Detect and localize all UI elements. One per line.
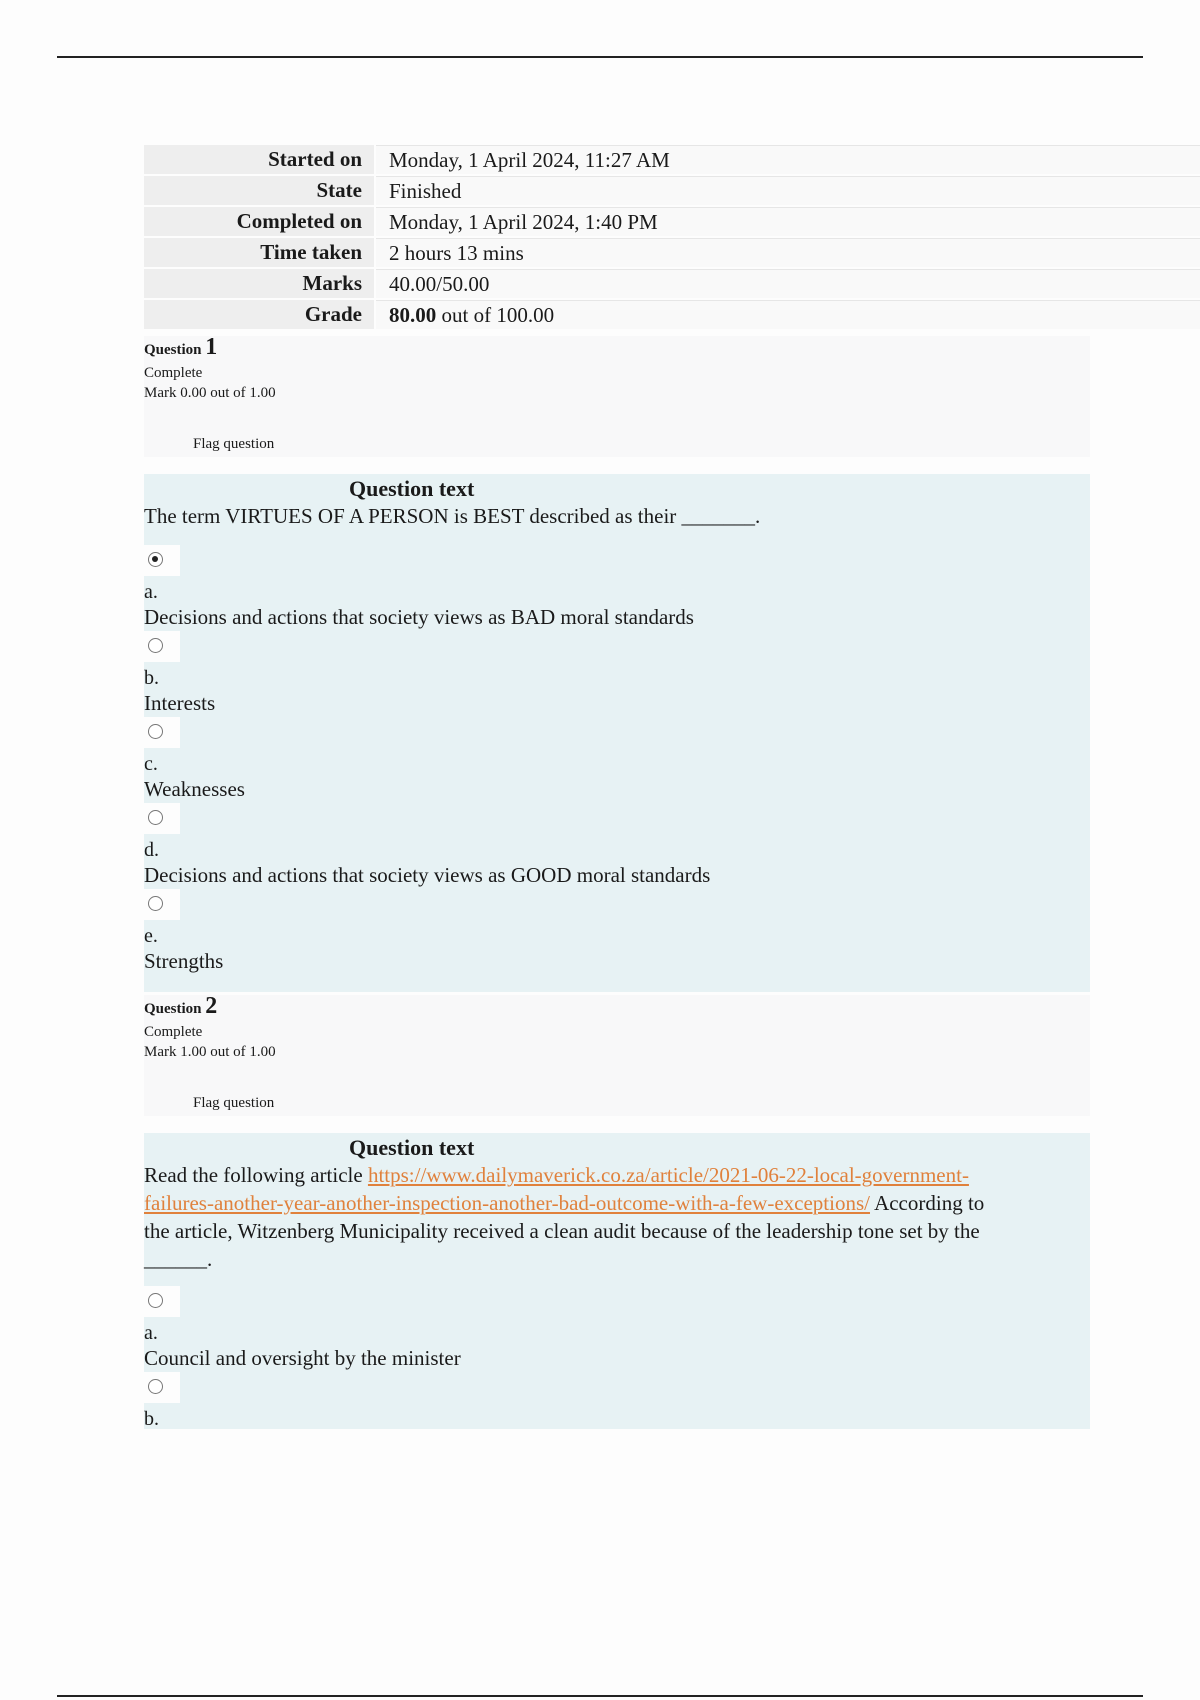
option-text[interactable]: Interests [144, 691, 216, 715]
summary-row [144, 176, 1200, 205]
attempt-summary-table [144, 145, 1200, 331]
question-number: 2 [205, 993, 218, 1019]
grade-value [376, 300, 1200, 329]
option-b-radio[interactable] [144, 631, 180, 662]
summary-label: Time taken [144, 238, 374, 267]
option-letter: c. [144, 753, 158, 775]
summary-row-grade [144, 300, 1200, 329]
option-text[interactable]: Decisions and actions that society views as GOOD moral standards [144, 863, 711, 887]
question-heading [144, 995, 217, 1020]
option-text[interactable]: Strengths [144, 949, 224, 973]
option-letter: d. [144, 839, 159, 861]
question-text-heading: Question text [349, 1135, 475, 1160]
summary-label: Completed on [144, 207, 374, 236]
option-text[interactable]: Weaknesses [144, 777, 245, 801]
question-text-heading: Question text [349, 476, 475, 501]
question-label: Question [144, 342, 202, 358]
radio-icon [148, 1293, 163, 1308]
question-mark: Mark 1.00 out of 1.00 [144, 1044, 276, 1060]
question-text: The term VIRTUES OF A PERSON is BEST described as their _______. [144, 504, 761, 528]
summary-label: Grade [144, 300, 374, 329]
question-info-2 [144, 995, 1090, 1116]
option-letter: a. [144, 581, 158, 603]
question-formulation-1 [144, 474, 1090, 992]
question-mark: Mark 0.00 out of 1.00 [144, 385, 276, 401]
summary-value: Finished [376, 176, 1200, 205]
option-letter: b. [144, 1408, 159, 1430]
question-heading [144, 336, 217, 361]
question-text-part: ______. [144, 1247, 213, 1271]
option-d-radio[interactable] [144, 803, 180, 834]
question-text-part: the article, Witzenberg Municipality received a clean audit because of the leadership tone set by the [144, 1219, 980, 1243]
question-state: Complete [144, 1024, 203, 1040]
option-text[interactable]: Council and oversight by the minister [144, 1346, 461, 1370]
option-a-radio[interactable] [144, 1286, 180, 1317]
summary-label: Marks [144, 269, 374, 298]
question-state: Complete [144, 365, 203, 381]
flag-question-link[interactable]: Flag question [193, 436, 275, 452]
radio-icon [148, 638, 163, 653]
summary-value: Monday, 1 April 2024, 11:27 AM [376, 145, 1200, 174]
question-info-1 [144, 336, 1090, 457]
article-link[interactable]: failures-another-year-another-inspection-another-bad-outcome-with-a-few-exceptions/ [144, 1191, 870, 1215]
option-letter: e. [144, 925, 158, 947]
summary-value: Monday, 1 April 2024, 1:40 PM [376, 207, 1200, 236]
option-text[interactable]: Decisions and actions that society views as BAD moral standards [144, 605, 694, 629]
summary-value: 40.00/50.00 [376, 269, 1200, 298]
summary-label: Started on [144, 145, 374, 174]
option-c-radio[interactable] [144, 717, 180, 748]
option-b-radio[interactable] [144, 1372, 180, 1403]
radio-icon [148, 1379, 163, 1394]
footer-rule [57, 1695, 1143, 1697]
header-rule [57, 56, 1143, 58]
summary-value: 2 hours 13 mins [376, 238, 1200, 267]
radio-icon [148, 810, 163, 825]
grade-out-of: out of 100.00 [436, 303, 555, 327]
question-text [144, 1161, 1084, 1273]
option-a-radio[interactable] [144, 545, 180, 576]
summary-row [144, 238, 1200, 267]
option-letter: b. [144, 667, 159, 689]
flag-question-link[interactable]: Flag question [193, 1095, 275, 1111]
question-label: Question [144, 1001, 202, 1017]
grade-score: 80.00 [389, 303, 437, 327]
question-formulation-2 [144, 1133, 1090, 1429]
option-letter: a. [144, 1322, 158, 1344]
radio-checked-icon [148, 552, 163, 567]
article-link[interactable]: https://www.dailymaverick.co.za/article/2021-06-22-local-government- [367, 1163, 969, 1187]
question-number: 1 [205, 334, 218, 360]
radio-icon [148, 896, 163, 911]
summary-row [144, 269, 1200, 298]
question-text-part: According to [869, 1191, 985, 1215]
summary-row [144, 145, 1200, 174]
option-e-radio[interactable] [144, 889, 180, 920]
radio-icon [148, 724, 163, 739]
question-text-part: Read the following article [144, 1163, 368, 1187]
summary-row [144, 207, 1200, 236]
summary-label: State [144, 176, 374, 205]
